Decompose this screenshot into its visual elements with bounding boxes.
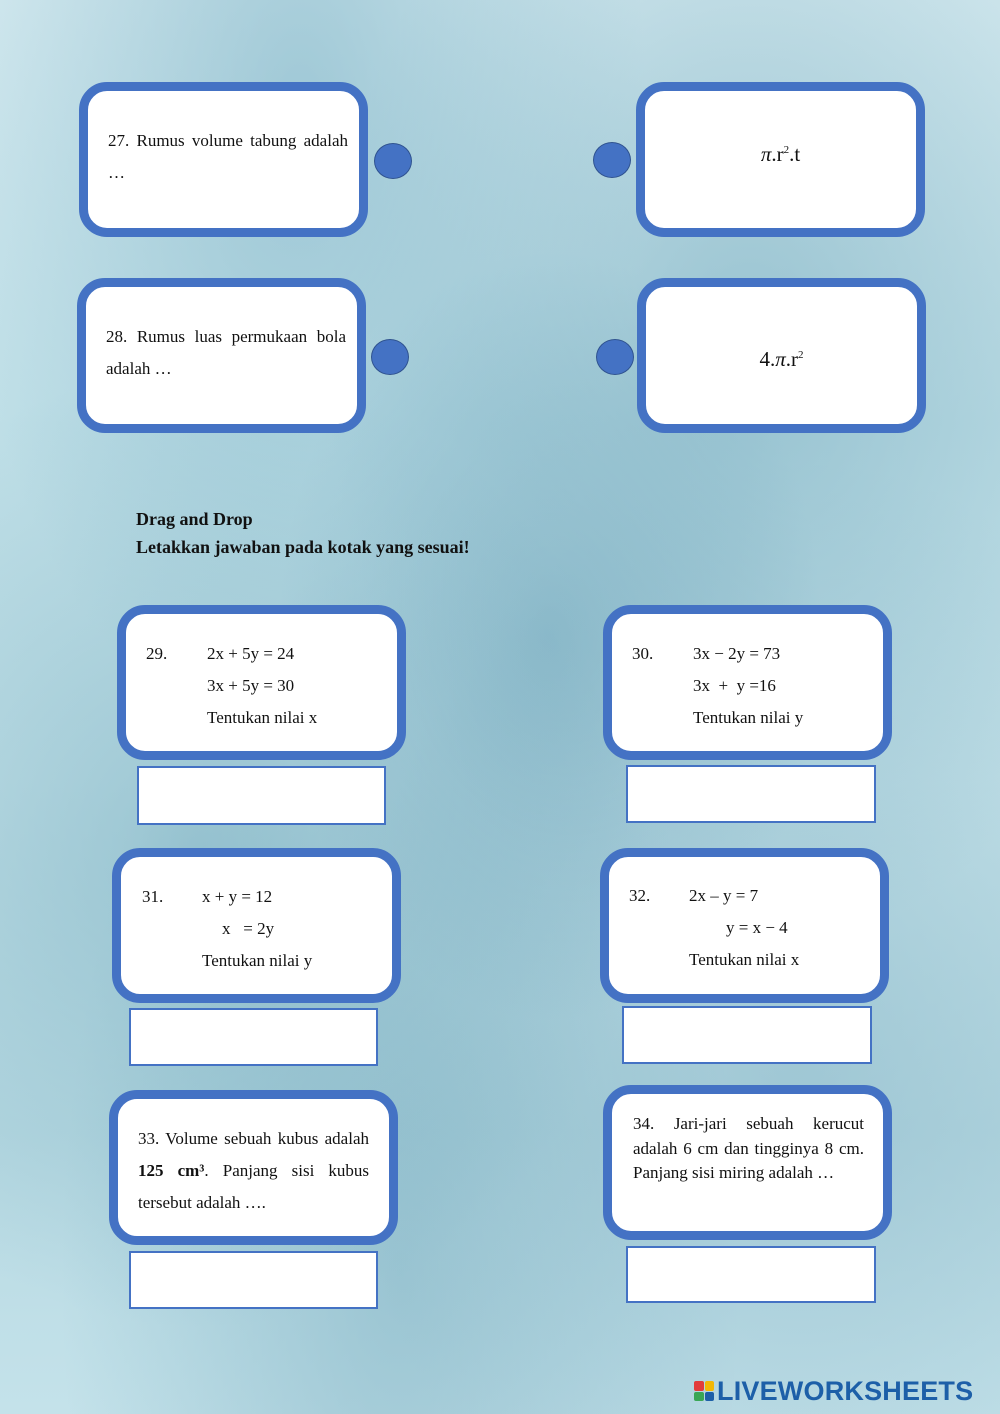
liveworksheets-logo-text: LIVEWORKSHEETS	[717, 1375, 974, 1406]
section-title: Drag and Drop	[136, 509, 253, 529]
drop-box-30[interactable]	[626, 765, 876, 823]
question-27-text: 27. Rumus volume tabung adalah …	[108, 131, 348, 182]
logo-square-red	[694, 1381, 704, 1391]
question-31-equation-1: x + y = 12	[202, 887, 273, 906]
drop-box-33[interactable]	[129, 1251, 378, 1309]
question-33-text-end: . Panjang sisi kubus tersebut adalah ….	[138, 1161, 369, 1212]
question-32-equation-1: 2x – y = 7	[689, 886, 759, 905]
question-29-equation-1: 2x + 5y = 24	[207, 644, 295, 663]
drop-box-32[interactable]	[622, 1006, 872, 1064]
logo-square-green	[694, 1392, 704, 1402]
question-card-33	[109, 1090, 398, 1245]
pi-symbol: π	[775, 347, 786, 371]
match-dot-28[interactable]	[371, 339, 409, 375]
answer-2-part: .r	[785, 347, 799, 371]
drop-box-29[interactable]	[137, 766, 386, 825]
question-31-number: 31.	[142, 887, 164, 906]
question-card-32	[600, 848, 889, 1003]
question-30-equation-2: 3x + y =16	[693, 676, 776, 695]
question-card-30	[603, 605, 892, 760]
answer-2-formula	[646, 343, 917, 375]
liveworksheets-logo	[694, 1376, 973, 1406]
question-32-number: 32.	[629, 886, 651, 905]
question-card-29	[117, 605, 406, 760]
question-32-prompt: Tentukan nilai x	[689, 950, 800, 969]
pi-symbol: π	[760, 142, 772, 166]
question-card-31	[112, 848, 401, 1003]
question-card-27	[79, 82, 368, 237]
answer-card-1	[636, 82, 925, 237]
answer-1-formula	[645, 138, 916, 170]
question-32-equation-2: y = x − 4	[726, 918, 788, 937]
question-29-prompt: Tentukan nilai x	[207, 708, 318, 727]
answer-1-exponent: 2	[783, 144, 790, 156]
question-card-28	[77, 278, 366, 433]
drop-box-31[interactable]	[129, 1008, 378, 1066]
question-28-text: 28. Rumus luas permukaan bola adalah …	[106, 327, 346, 378]
question-30-equation-1: 3x − 2y = 73	[693, 644, 781, 663]
logo-square-yellow	[705, 1381, 715, 1391]
answer-1-part: .r	[771, 142, 784, 166]
question-33-text-start: 33. Volume sebuah kubus adalah	[138, 1129, 369, 1148]
answer-2-exponent: 2	[798, 349, 804, 361]
question-30-number: 30.	[632, 644, 654, 663]
answer-card-2	[637, 278, 926, 433]
question-30-prompt: Tentukan nilai y	[693, 708, 804, 727]
answer-2-lead: 4.	[759, 347, 776, 371]
match-dot-27[interactable]	[374, 143, 412, 179]
question-card-34	[603, 1085, 892, 1240]
logo-square-blue	[705, 1392, 715, 1402]
drop-box-34[interactable]	[626, 1246, 876, 1303]
question-31-prompt: Tentukan nilai y	[202, 951, 313, 970]
match-dot-answer-2[interactable]	[596, 339, 634, 375]
question-34-text: 34. Jari-jari sebuah kerucut adalah 6 cm dan tingginya 8 cm. Panjang sisi miring adalah …	[633, 1114, 864, 1182]
question-33-text	[138, 1123, 369, 1219]
question-31-equation-2: x = 2y	[222, 919, 275, 938]
question-33-volume: 125 cm³	[138, 1161, 205, 1180]
answer-1-tail: .t	[789, 142, 801, 166]
match-dot-answer-1[interactable]	[593, 142, 631, 178]
question-29-number: 29.	[146, 644, 168, 663]
question-29-equation-2: 3x + 5y = 30	[207, 676, 295, 695]
section-instruction: Letakkan jawaban pada kotak yang sesuai!	[136, 537, 470, 557]
liveworksheets-logo-icon	[694, 1381, 714, 1401]
